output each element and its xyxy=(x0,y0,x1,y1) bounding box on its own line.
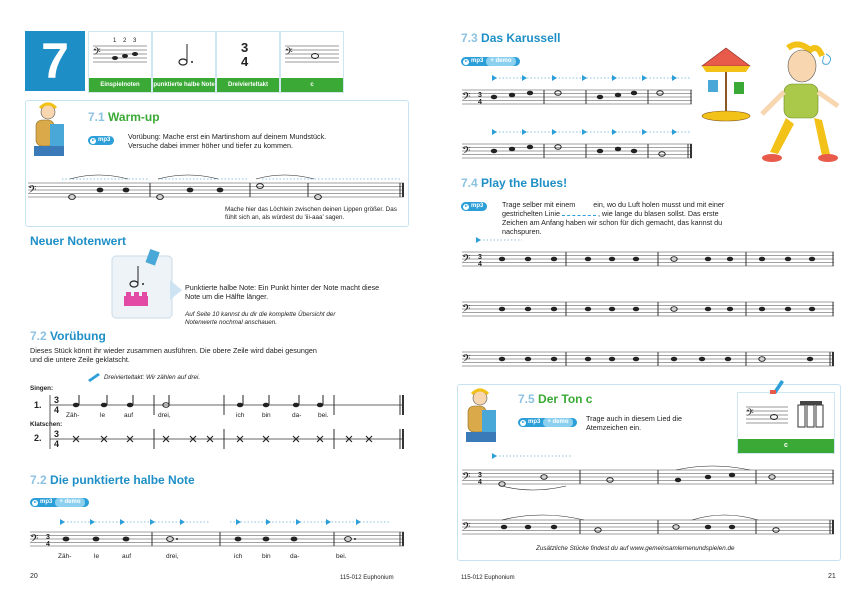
vorubung-lyric: da- xyxy=(292,412,302,419)
svg-text:𝄢: 𝄢 xyxy=(462,253,471,268)
blues-text: Trage selber mit einem ein, wo du Luft holen musst und mit einer gestrichelten Linie , wie lange du blasen sollst. Das erste Zeichen am Anfang haben wir schon für dich gemacht, das kannst du nachspuren. xyxy=(502,200,725,236)
karussell-staves xyxy=(462,74,694,164)
ton-c-fingering-icon xyxy=(738,393,834,439)
pencil-icon xyxy=(86,372,102,382)
vorubung-lyric: auf xyxy=(124,412,134,419)
warmup-mp3-button[interactable]: mp3 xyxy=(88,136,114,145)
karussell-mp3-button[interactable]: mp3 + demo xyxy=(461,57,520,66)
svg-text:3: 3 xyxy=(241,40,249,55)
punktierte-lyric: auf xyxy=(122,553,132,560)
blues-staves xyxy=(462,234,836,374)
svg-text:1: 1 xyxy=(113,38,117,44)
svg-text:3: 3 xyxy=(478,254,482,261)
vorubung-heading: 7.2 Vorübung xyxy=(30,329,106,343)
svg-text:4: 4 xyxy=(478,261,482,268)
punktierte-lyric: bin xyxy=(262,553,271,560)
book-code-right: 115-012 Euphonium xyxy=(461,575,515,581)
card-label: c xyxy=(281,78,343,92)
new-value-title: Neuer Notenwert xyxy=(30,234,127,248)
ton-c-extra: Zusätzliche Stücke findest du auf www.gemeinsamlernenundspielen.de xyxy=(536,545,735,552)
punktierte-lyric: da- xyxy=(290,553,300,560)
row1-label: 1. xyxy=(34,400,42,410)
svg-text:𝄢: 𝄢 xyxy=(462,521,471,536)
svg-text:4: 4 xyxy=(54,405,60,415)
staff-c-icon xyxy=(281,32,343,78)
ton-c-card-label: c xyxy=(738,439,834,453)
warmup-staff xyxy=(28,165,406,205)
svg-text:4: 4 xyxy=(241,54,249,69)
svg-text:𝄢: 𝄢 xyxy=(746,407,754,421)
svg-text:4: 4 xyxy=(54,439,60,449)
card-dreiviertel xyxy=(216,31,280,93)
card-einspielnoten xyxy=(88,31,152,93)
ton-c-mp3-button[interactable]: mp3 + demo xyxy=(518,418,577,427)
card-label: Einspielnoten xyxy=(89,78,151,92)
svg-text:4: 4 xyxy=(478,479,482,486)
karussell-heading: 7.3 Das Karussell xyxy=(461,31,561,45)
punktierte-lyric: bei. xyxy=(336,553,347,560)
dotted-half-note-icon xyxy=(153,32,215,78)
euphonium-player-illustration-icon xyxy=(30,102,70,158)
vorubung-lyric: le xyxy=(100,412,106,419)
page-number-right: 21 xyxy=(828,573,836,580)
punktierte-lyric: Zäh- xyxy=(58,553,72,560)
warmup-text: Vorübung: Mache erst ein Martinshorn auf deinem Mundstück. Versuche dabei immer höher und tiefer zu kommen. xyxy=(128,132,327,150)
card-punktierte xyxy=(152,31,216,93)
page-number-left: 20 xyxy=(30,573,38,580)
svg-text:𝄢: 𝄢 xyxy=(28,184,37,199)
punktierte-heading: 7.2 Die punktierte halbe Note xyxy=(30,473,195,487)
singen-label: Singen: xyxy=(30,385,54,392)
svg-text:2: 2 xyxy=(123,38,127,44)
triangle-pointer-icon xyxy=(170,280,184,300)
carousel-illustration-icon xyxy=(700,48,752,122)
book-code-left: 115-012 Euphonium xyxy=(340,575,394,581)
row2-label: 2. xyxy=(34,433,42,443)
punktierte-lyric: le xyxy=(94,553,100,560)
svg-text:4: 4 xyxy=(46,541,50,548)
dizzy-boy-illustration-icon xyxy=(748,44,844,168)
ton-c-staves xyxy=(462,450,836,550)
ton-c-card xyxy=(737,392,835,454)
pencil-icon xyxy=(770,378,784,394)
vorubung-lyric: bei. xyxy=(318,412,329,419)
ton-c-text: Trage auch in diesem Lied die Atemzeichen ein. xyxy=(586,414,683,432)
vorubung-lyric: ich xyxy=(236,412,245,419)
svg-text:𝄢: 𝄢 xyxy=(462,145,471,160)
svg-text:𝄢: 𝄢 xyxy=(30,533,39,548)
punktierte-lyric: drei, xyxy=(166,553,179,560)
vorubung-meter-note: Dreivierteltakt: Wir zählen auf drei. xyxy=(104,374,201,381)
warmup-heading: 7.1 Warm-up xyxy=(88,110,160,124)
svg-text:3: 3 xyxy=(133,38,137,44)
vorubung-rhythm-staves xyxy=(50,395,406,451)
svg-text:3: 3 xyxy=(478,92,482,99)
klatschen-label: Klatschen: xyxy=(30,421,63,428)
svg-text:3: 3 xyxy=(54,429,60,439)
new-value-ref: Auf Seite 10 kannst du dir die komplette Übersicht der Notenwerte nochmal anschauen. xyxy=(185,311,336,326)
punktierte-staff xyxy=(30,512,406,552)
svg-text:𝄢: 𝄢 xyxy=(285,46,293,60)
blues-mp3-button[interactable]: mp3 xyxy=(461,202,487,211)
blues-heading: 7.4 Play the Blues! xyxy=(461,176,568,190)
svg-text:𝄢: 𝄢 xyxy=(462,353,471,368)
three-four-time-icon xyxy=(217,32,279,78)
svg-text:3: 3 xyxy=(46,534,50,541)
svg-text:𝄢: 𝄢 xyxy=(462,303,471,318)
card-ton-c xyxy=(280,31,344,93)
euphonium-player-illustration-icon xyxy=(462,388,502,444)
vorubung-text: Dieses Stück könnt ihr wieder zusammen ausführen. Die obere Zeile wird dabei gesungen und die untere Zeile geklatscht. xyxy=(30,346,317,364)
new-value-text: Punktierte halbe Note: Ein Punkt hinter der Note macht diese Note um die Hälfte länger. xyxy=(185,283,380,301)
vorubung-lyric: drei, xyxy=(158,412,171,419)
punktierte-lyric: ich xyxy=(234,553,243,560)
lego-note-illustration-icon xyxy=(112,250,174,320)
svg-text:3: 3 xyxy=(478,472,482,479)
svg-text:4: 4 xyxy=(478,99,482,106)
staff-einspielnoten-icon xyxy=(89,32,151,78)
svg-text:𝄢: 𝄢 xyxy=(462,91,471,106)
svg-text:𝄢: 𝄢 xyxy=(93,46,101,60)
vorubung-lyric: Zäh- xyxy=(66,412,80,419)
svg-text:3: 3 xyxy=(54,395,60,405)
chapter-number: 7 xyxy=(25,31,85,91)
card-label: Dreivierteltakt xyxy=(217,78,279,92)
right-page xyxy=(432,0,864,597)
card-label: punktierte halbe Note xyxy=(153,78,215,92)
punktierte-mp3-button[interactable]: mp3 + demo xyxy=(30,498,89,507)
vorubung-lyric: bin xyxy=(262,412,271,419)
ton-c-heading: 7.5 Der Ton c xyxy=(518,392,593,406)
svg-text:𝄢: 𝄢 xyxy=(462,471,471,486)
warmup-note: Mache hier das Löchlein zwischen deinen Lippen größer. Das fühlt sich an, als würdest du 'iii-aaa' sagen. xyxy=(225,206,397,221)
dashed-line-icon xyxy=(562,215,596,216)
